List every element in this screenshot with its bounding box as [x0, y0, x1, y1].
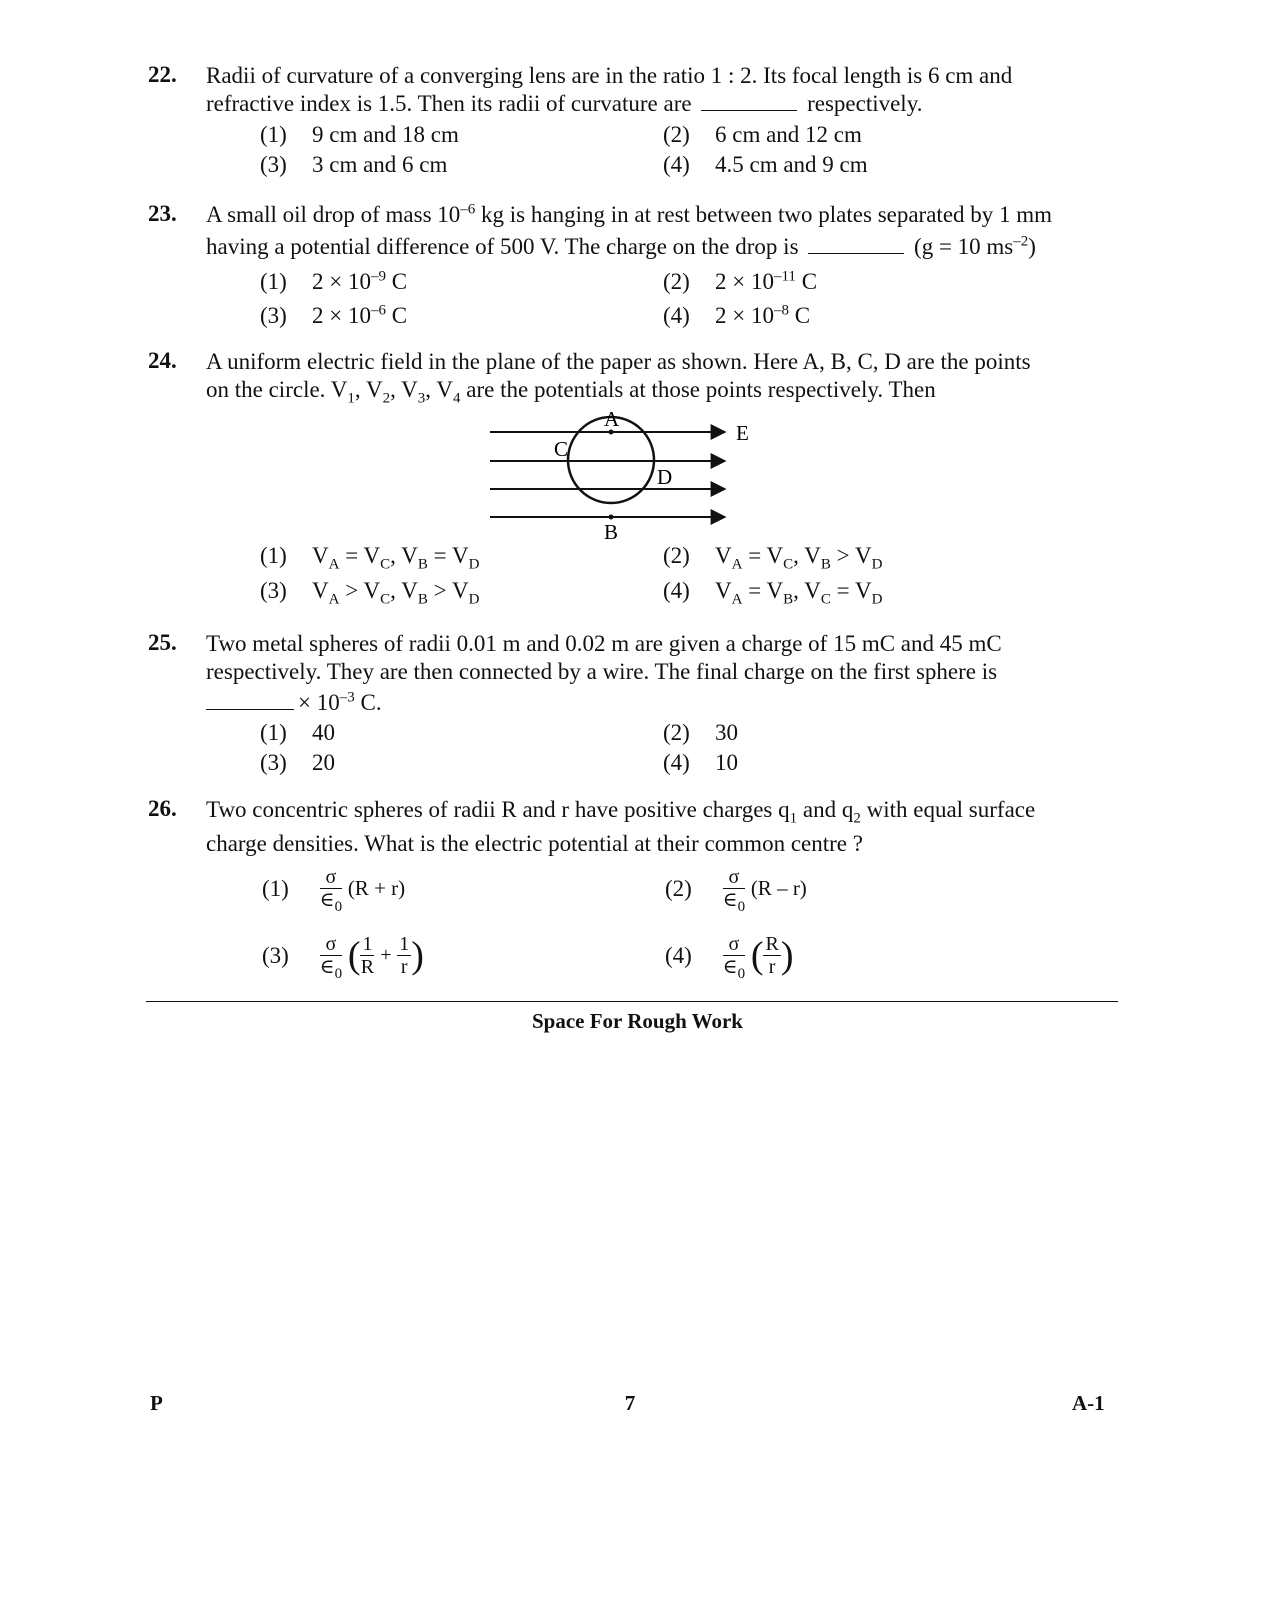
page-number: 7 — [624, 1391, 636, 1415]
question-24 — [148, 348, 1108, 407]
question-26 — [148, 796, 1108, 858]
question-22 — [148, 62, 1108, 177]
option-1: (1) 40 — [260, 720, 335, 745]
q26-option-1: (1) $\frac{\sigma}{\in_0}$ (R + r) — [262, 866, 406, 915]
option-1: (1) $2 \times 10^{-9}$ C — [260, 268, 408, 294]
q24-option-3: (3) $V_A > V_C$, $V_B > V_D$ — [260, 578, 480, 608]
one-over-r: $\frac{1}{r}$ — [399, 933, 410, 978]
question-number: 22. — [148, 62, 177, 87]
question-25 — [148, 630, 1108, 775]
point-b — [609, 515, 614, 520]
answer-blank — [808, 253, 904, 254]
label-e: E — [736, 421, 749, 445]
option-3: (3) 3 cm and 6 cm — [260, 152, 448, 177]
answer-blank — [206, 709, 294, 710]
question-number: 26. — [148, 796, 177, 821]
question-23 — [148, 201, 1108, 328]
question-number: 24. — [148, 348, 177, 373]
option-4: (4) $2 \times 10^{-8}$ C — [663, 302, 811, 328]
footer-right-code: A-1 — [1072, 1391, 1105, 1415]
question-text: Two concentric spheres of radii R and r have positive charges $q_1$ and $q_2$ with equal surface charge densities. What is the electric potential at their common centre ? — [206, 797, 1036, 856]
R-over-r: $\frac{R}{r}$ — [765, 933, 779, 978]
option-2: (2) $2 \times 10^{-11}$ C — [663, 268, 818, 294]
question-number: 25. — [148, 630, 177, 655]
footer-left-code: P — [150, 1391, 163, 1415]
q24-option-1: (1) $V_A = V_C$, $V_B = V_D$ — [260, 543, 480, 573]
sigma-over-epsilon: $\frac{\sigma}{\in_0}$ — [319, 866, 343, 915]
q24-option-2: (2) $V_A = V_C$, $V_B > V_D$ — [663, 543, 883, 573]
label-c: C — [554, 437, 569, 461]
sigma-over-epsilon: $\frac{\sigma}{\in_0}$ — [722, 866, 746, 915]
q26-option-2: (2) $\frac{\sigma}{\in_0}$ (R – r) — [665, 866, 807, 915]
sigma-over-epsilon: $\frac{\sigma}{\in_0}$ — [722, 933, 746, 982]
option-4: (4) 4.5 cm and 9 cm — [663, 152, 868, 177]
q26-option-4: (4) $\frac{\sigma}{\in_0}$ ( $\frac{R}{r}$ ) — [665, 933, 794, 982]
option-1: (1) 9 cm and 18 cm — [260, 122, 459, 147]
question-text: A small oil drop of mass $10^{-6}$ kg is hanging in at rest between two plates separated by 1 mm having a potential difference of 500 V. The charge on the drop is (g = 10 $ms^{-2}$) — [206, 201, 1053, 259]
question-number: 23. — [148, 201, 177, 226]
label-a: A — [604, 407, 620, 431]
option-2: (2) 6 cm and 12 cm — [663, 122, 862, 147]
question-text: Two metal spheres of radii 0.01 m and 0.02 m are given a charge of 15 mC and 45 mC respectively. They are then connected by a wire. The final charge on the first sphere is × $10^{-3}$ C. — [206, 631, 1002, 715]
question-text: Radii of curvature of a converging lens are in the ratio 1 : 2. Its focal length is 6 cm and refractive index is 1.5. Then its radii of curvature are respectively. — [206, 63, 1013, 116]
q24-option-4: (4) $V_A = V_B$, $V_C = V_D$ — [663, 578, 883, 608]
one-over-R: $\frac{1}{R}$ — [360, 933, 375, 978]
option-4: (4) 10 — [663, 750, 738, 775]
option-3: (3) 20 — [260, 750, 335, 775]
option-2: (2) 30 — [663, 720, 738, 745]
answer-blank — [701, 110, 797, 111]
q26-option-3: (3) $\frac{\sigma}{\in_0}$ ( $\frac{1}{R}$ + $\frac{1}{r}$ ) — [262, 933, 424, 982]
rough-work-heading: Space For Rough Work — [531, 1009, 743, 1033]
sigma-over-epsilon: $\frac{\sigma}{\in_0}$ — [319, 933, 343, 982]
option-3: (3) $2 \times 10^{-6}$ C — [260, 302, 408, 328]
divider-rule — [146, 1001, 1118, 1002]
electric-field-diagram — [480, 405, 780, 545]
label-b: B — [604, 520, 619, 544]
label-d: D — [657, 465, 673, 489]
question-text: A uniform electric field in the plane of the paper as shown. Here A, B, C, D are the points on the circle. $V_1$, $V_2$, $V_3$, $V_4$ are the potentials at those points respectively. Then — [206, 349, 1031, 407]
